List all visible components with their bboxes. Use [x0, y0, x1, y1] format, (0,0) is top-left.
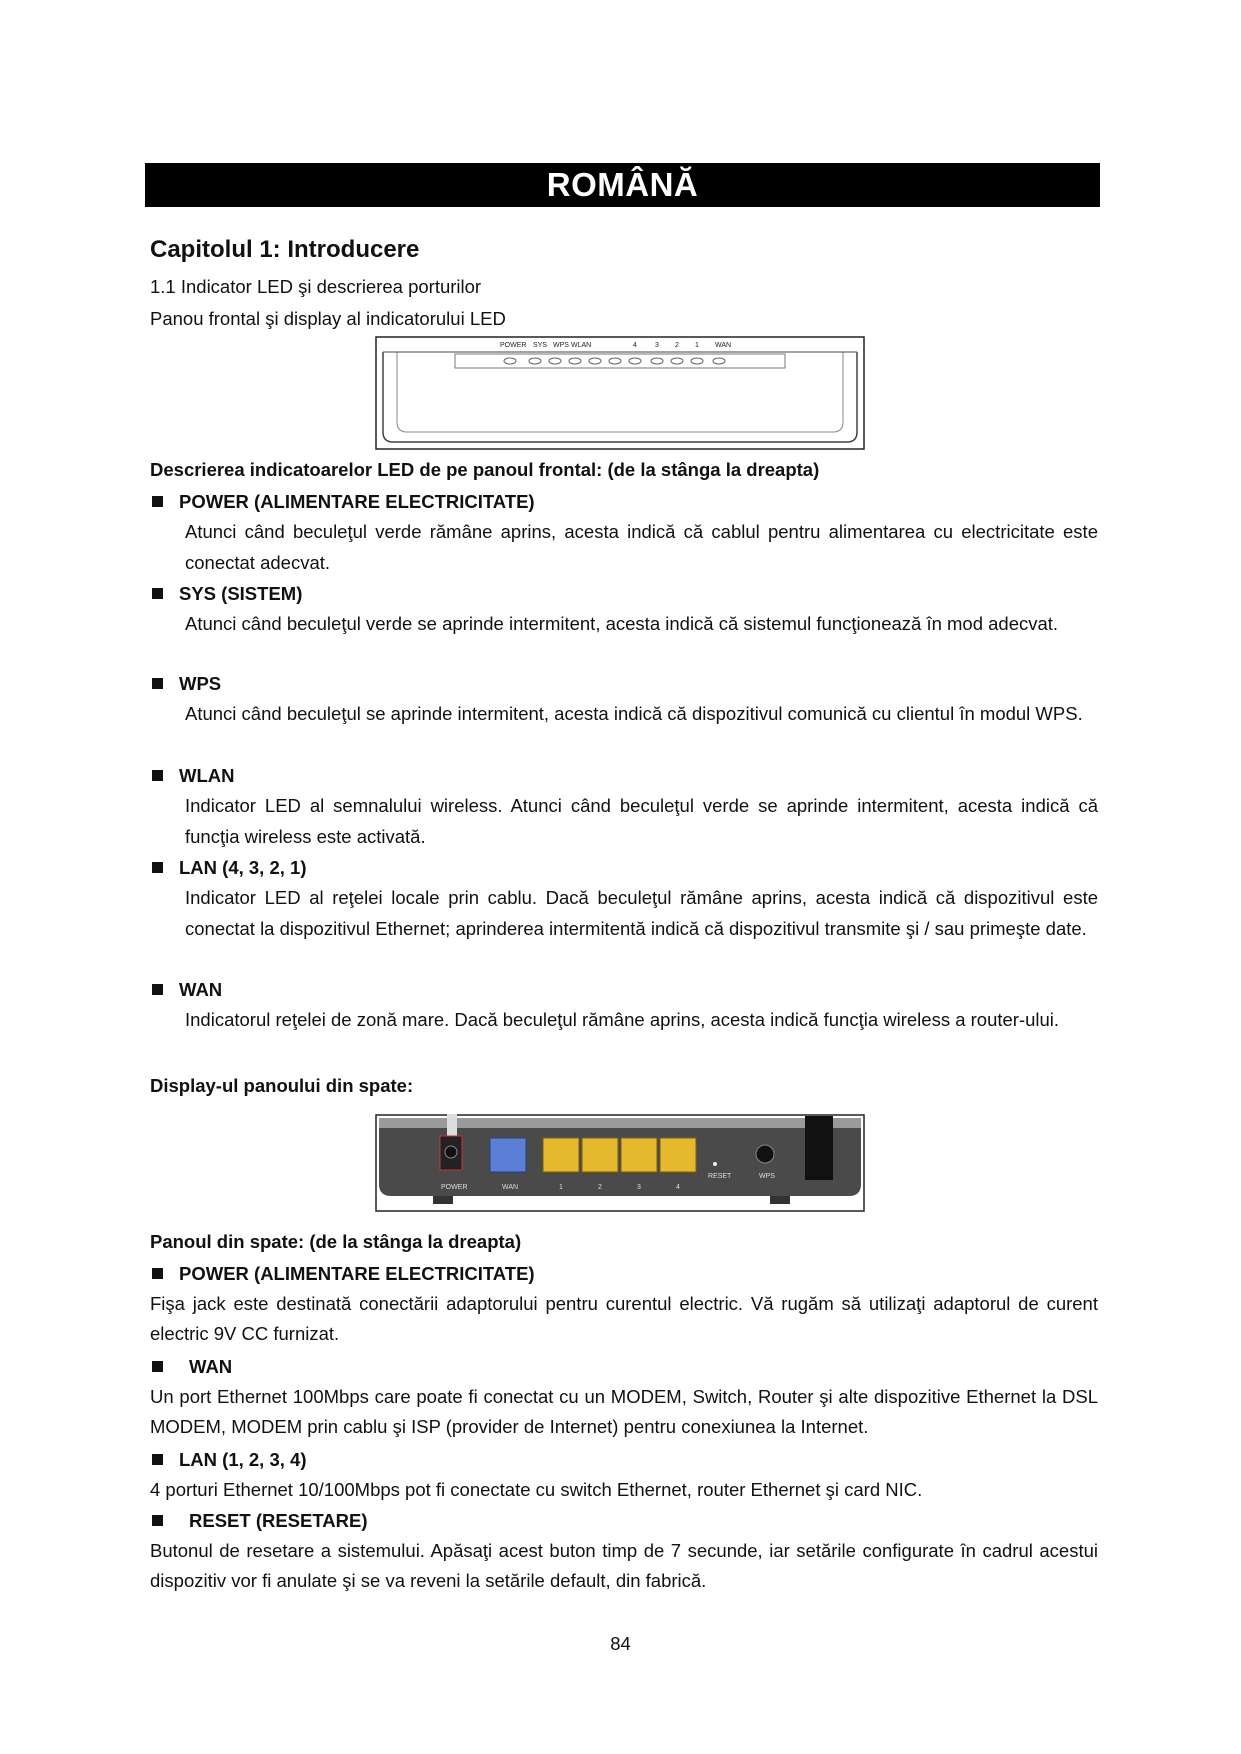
port-label-2: 2 [598, 1184, 602, 1191]
port-label-1: 1 [559, 1184, 563, 1191]
lan-port-2 [582, 1138, 618, 1172]
lan-port-4 [660, 1138, 696, 1172]
wps-button [756, 1145, 774, 1163]
led-item-sys-title: SYS (SISTEM) [152, 583, 302, 605]
back-item-lan-text: 4 porturi Ethernet 10/100Mbps pot fi conectate cu switch Ethernet, router Ethernet şi card NIC. [150, 1479, 923, 1500]
back-panel-figure [375, 1114, 865, 1212]
led-label-4: 4 [633, 342, 637, 349]
led-label-wps: WPS [553, 342, 569, 349]
back-item-power-title: POWER (ALIMENTARE ELECTRICITATE) [152, 1263, 535, 1285]
led-label-2: 2 [675, 342, 679, 349]
language-banner: ROMÂNĂ [145, 163, 1100, 207]
led-item-power-title: POWER (ALIMENTARE ELECTRICITATE) [152, 491, 535, 513]
port-label-wps: WPS [759, 1173, 775, 1180]
led-label-1: 1 [695, 342, 699, 349]
led-item-wan-text: Indicatorul reţelei de zonă mare. Dacă beculeţul rămâne aprins, acesta indică funcţia wireless a router-ului. [185, 1009, 1060, 1030]
back-item-power-text: Fişa jack este destinată conectării adaptorului pentru curentul electric. Vă rugăm să utilizaţi adaptorul de curent electric 9V CC furnizat. [150, 1293, 1098, 1344]
reset-button [713, 1162, 717, 1166]
led-item-wlan-text: Indicator LED al semnalului wireless. Atunci când beculeţul verde se aprinde intermitent, acesta indică că funcţia wireless este activată. [185, 795, 1098, 847]
port-label-power: POWER [441, 1184, 468, 1191]
led-item-wps-title: WPS [152, 673, 221, 695]
back-panel-heading: Display-ul panoului din spate: [150, 1075, 414, 1096]
port-label-wan: WAN [502, 1184, 519, 1191]
lan-port-1 [543, 1138, 579, 1172]
port-label-4: 4 [676, 1184, 680, 1191]
port-label-reset: RESET [708, 1173, 732, 1180]
back-item-wan-title: WAN [152, 1356, 232, 1378]
led-label-wlan: WLAN [571, 342, 592, 349]
back-item-reset-title: RESET (RESETARE) [152, 1510, 368, 1532]
led-item-wps-text: Atunci când beculeţul se aprinde intermitent, acesta indică că dispozitivul comunică cu clientul în modul WPS. [185, 703, 1083, 724]
led-item-lan-text: Indicator LED al reţelei locale prin cablu. Dacă beculeţul rămâne aprins, acesta indică că dispozitivul este conectat la dispozitivul Ethernet; aprinderea intermitentă indică că dispozitivul transmite şi / sau primeşte date. [185, 887, 1098, 939]
back-list-heading: Panoul din spate: (de la stânga la dreapta) [150, 1231, 522, 1252]
wan-port [490, 1138, 526, 1172]
lan-port-3 [621, 1138, 657, 1172]
back-item-lan-title: LAN (1, 2, 3, 4) [152, 1449, 306, 1471]
led-item-lan-title: LAN (4, 3, 2, 1) [152, 857, 306, 879]
led-item-wlan-title: WLAN [152, 765, 234, 787]
led-item-sys-text: Atunci când beculeţul verde se aprinde intermitent, acesta indică că sistemul funcţionează în mod adecvat. [185, 613, 1059, 634]
back-item-wan-text: Un port Ethernet 100Mbps care poate fi conectat cu un MODEM, Switch, Router şi alte dispozitive Ethernet la DSL MODEM, MODEM prin cablu şi ISP (provider de Internet) pentru conexiunea la Internet. [150, 1386, 1098, 1437]
led-label-sys: SYS [533, 342, 548, 349]
section-heading: 1.1 Indicator LED şi descrierea porturilor [150, 276, 482, 297]
port-label-3: 3 [637, 1184, 641, 1191]
chapter-title: Capitolul 1: Introducere [150, 236, 420, 263]
led-label-power: POWER [500, 342, 527, 349]
led-description-heading: Descrierea indicatoarelor LED de pe panoul frontal: (de la stânga la dreapta) [150, 459, 820, 480]
led-item-wan-title: WAN [152, 979, 222, 1001]
back-item-reset-text: Butonul de resetare a sistemului. Apăsaţi acest buton timp de 7 secunde, iar setările configurate în cadrul acestui dispozitiv vor fi anulate şi se va reveni la setările default, din fabrică. [150, 1540, 1098, 1591]
led-item-power-text: Atunci când beculeţul verde rămâne aprins, acesta indică că cablul pentru alimentarea cu electricitate este conectat adecvat. [185, 521, 1098, 573]
led-label-3: 3 [655, 342, 659, 349]
page-number: 84 [610, 1633, 631, 1654]
front-panel-figure [375, 336, 865, 450]
led-label-wan: WAN [715, 342, 732, 349]
front-panel-caption: Panou frontal şi display al indicatorului LED [150, 308, 506, 329]
